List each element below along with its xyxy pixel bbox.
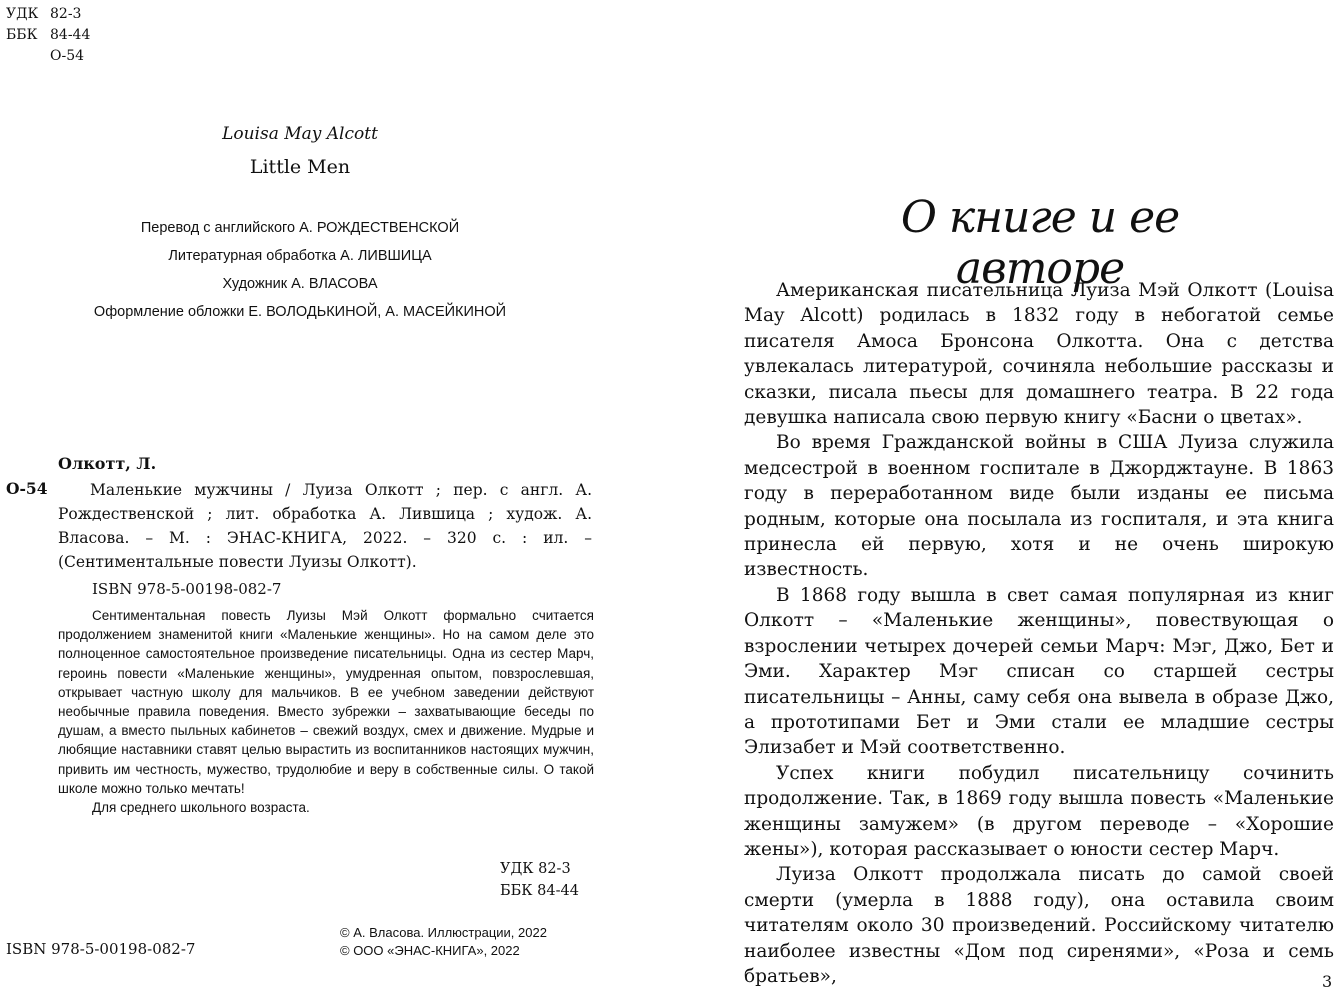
chapter-title: О книге и ее авторе xyxy=(900,192,1180,294)
bbk-row xyxy=(6,25,90,46)
bib-author-heading: Олкотт, Л. xyxy=(58,454,157,473)
article-paragraph: Во время Гражданской войны в США Луиза служила медсестрой в военном госпитале в Джорджтауне. В 1863 году в переработанном виде были изданы ее письма родным, которые она посылала из госпиталя, и эта книга принесла ей первую, хотя и не очень широкую известность. xyxy=(744,432,1334,581)
bbk-bottom: ББК 84-44 xyxy=(500,883,579,899)
copyright-block xyxy=(340,924,547,960)
annotation-audience: Для среднего школьного возраста. xyxy=(92,800,310,816)
bbk-label: ББК xyxy=(6,27,38,43)
udk-bottom: УДК 82-3 xyxy=(500,861,571,877)
article-body xyxy=(744,278,1334,989)
bbk-value: 84-44 xyxy=(50,27,91,43)
credit-translator: Перевод с английского А. РОЖДЕСТВЕНСКОЙ xyxy=(140,220,460,236)
bib-description: Маленькие мужчины / Луиза Олкотт ; пер. с англ. А. Рождественской ; лит. обработка А. Лившица ; худож. А. Власова. – М. : ЭНАС-КНИГА, 2022. – 320 с. : ил. – (Сентиментальные повести Луизы Олкотт). xyxy=(58,481,592,571)
isbn-entry: ISBN 978-5-00198-082-7 xyxy=(92,580,282,598)
annotation xyxy=(58,606,594,817)
isbn-bottom: ISBN 978-5-00198-082-7 xyxy=(6,940,196,958)
article-paragraph: Луиза Олкотт продолжала писать до самой своей смерти (умерла в 1888 году), она оставила своим читателям около 30 произведений. Российскому читателю наиболее известны «Дом под сиренями», «Роза и семь братьев», xyxy=(744,864,1334,987)
credit-editor: Литературная обработка А. ЛИВШИЦА xyxy=(168,248,432,264)
article-paragraph: Успех книги побудил писательницу сочинить продолжение. Так, в 1869 году вышла повесть «Маленькие женщины замужем» (в другом переводе – «Хорошие жены»), которая рассказывает о юности сестер Марч. xyxy=(744,762,1334,860)
article-paragraph: Американская писательница Луиза Мэй Олкотт (Louisa May Alcott) родилась в 1832 году в небогатой семье писателя Амоса Бронсона Олкотта. Она с детства увлекалась литературой, сочиняла небольшие рассказы и сказки, писала пьесы для домашнего театра. В 22 года девушка написала свою первую книгу «Басни о цветах». xyxy=(744,280,1334,429)
bib-code: О-54 xyxy=(6,479,48,498)
classification-bottom xyxy=(500,858,594,902)
copyright-publisher: © ООО «ЭНАС-КНИГА», 2022 xyxy=(340,943,520,958)
original-author: Louisa May Alcott xyxy=(222,124,378,144)
udk-row xyxy=(6,4,90,25)
article-paragraph: В 1868 году вышла в свет самая популярная из книг Олкотт – «Маленькие женщины», повествующая о взрослении четырех дочерей семьи Марч: Мэг, Джо, Бет и Эми. Характер Мэг списан со старшей сестры писательницы – Анны, саму себя она вывела в образе Джо, а прототипами Бет и Эми стали ее младшие сестры Элизабет и Мэй соответственно. xyxy=(744,584,1334,759)
credit-illustrator: Художник А. ВЛАСОВА xyxy=(222,276,378,292)
author-mark: О-54 xyxy=(50,48,85,64)
annotation-text: Сентиментальная повесть Луизы Мэй Олкотт формально считается продолжением знаменитой книги «Маленькие женщины». Но на самом деле это полноценное самостоятельное произведение писательницы. Одна из сестер Марч, героинь повести «Маленькие женщины», умудренная опытом, повзрослевшая, открывает частную школу для мальчиков. В ее учебном заведении действуют необычные правила поведения. Вместо зубрежки – захватывающие беседы по душам, а вместо пыльных кабинетов – свежий воздух, смех и движение. Мудрые и любящие наставники ставят целью вырастить из воспитанников настоящих мужчин, привить им честность, мужество, трудолюбие и веру в собственные силы. О такой школе можно только мечтать! xyxy=(58,608,594,796)
classification-block xyxy=(6,4,90,67)
original-title: Little Men xyxy=(249,156,351,178)
credits-block xyxy=(20,214,580,326)
copyright-illustrations: © А. Власова. Иллюстрации, 2022 xyxy=(340,925,547,940)
credit-cover: Оформление обложки Е. ВОЛОДЬКИНОЙ, А. МАСЕЙКИНОЙ xyxy=(93,304,507,320)
page-number: 3 xyxy=(1322,972,1333,991)
udk-value: 82-3 xyxy=(50,6,82,22)
udk-label: УДК xyxy=(6,6,39,22)
